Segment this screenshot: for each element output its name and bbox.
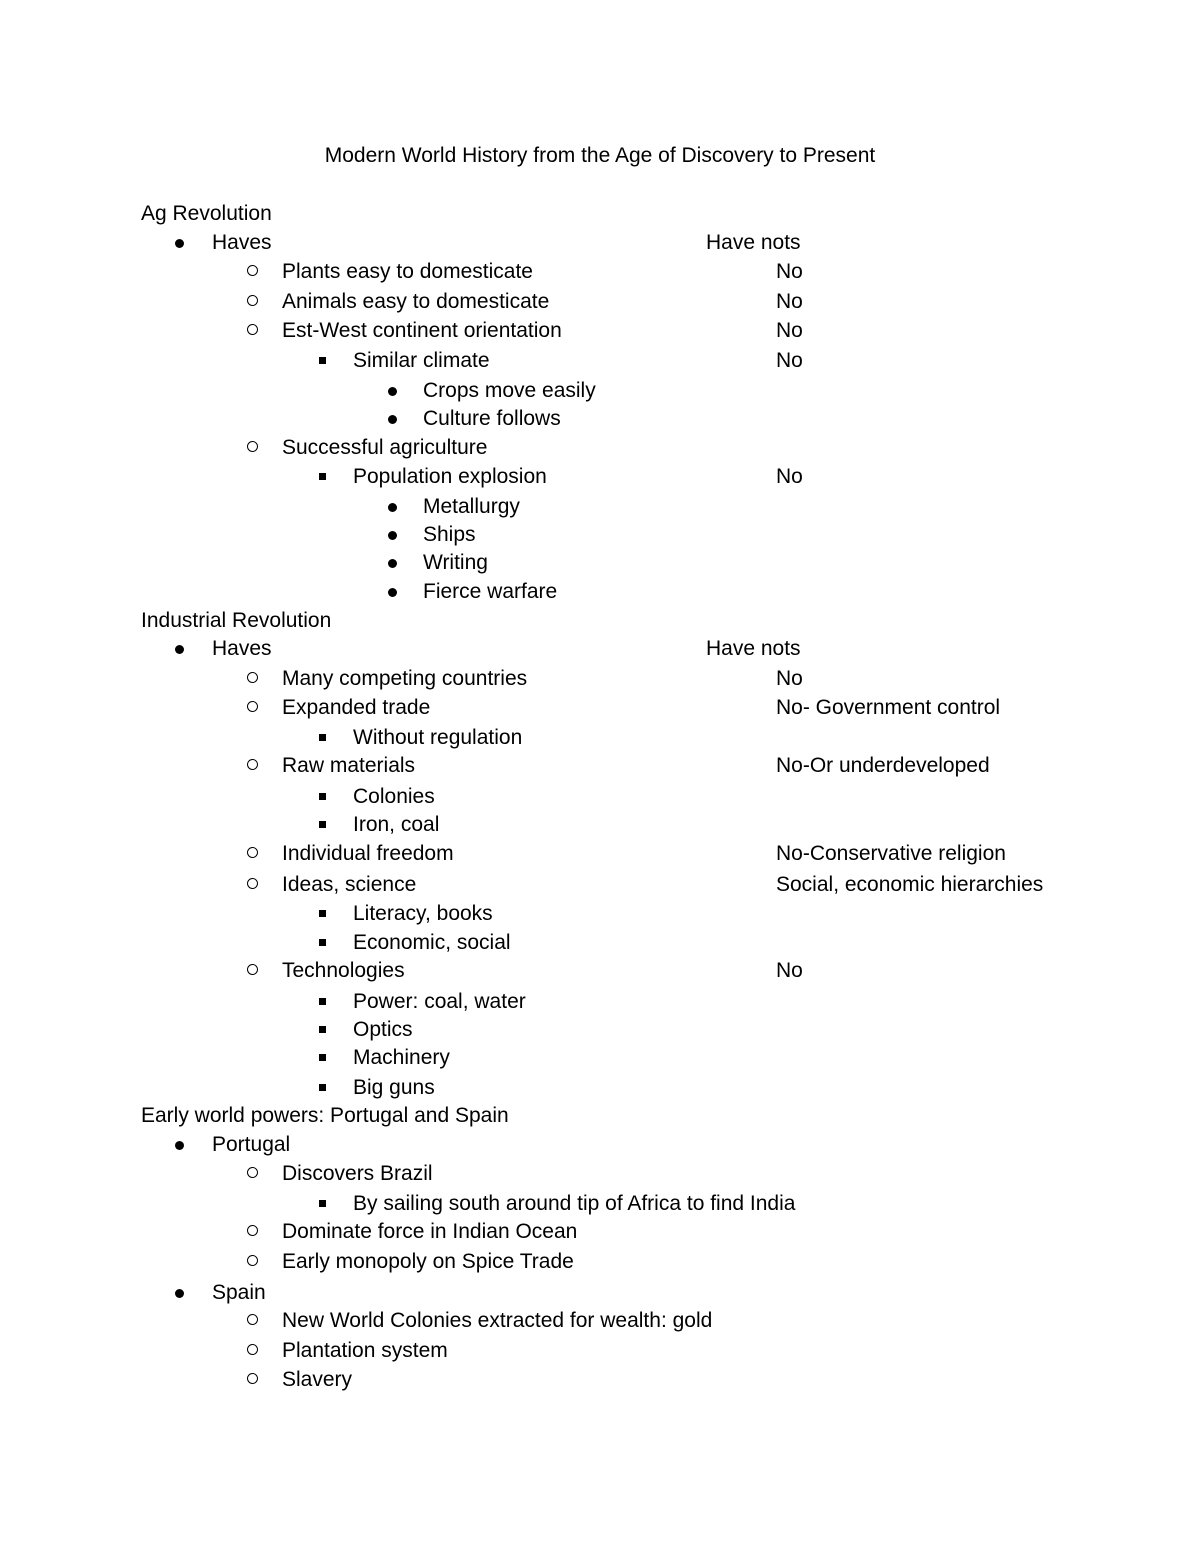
country-item [0,1278,1200,1308]
bullet-square-icon [319,821,326,828]
list-item [0,664,1200,694]
have-not-value: Social, economic hierarchies [776,873,1044,896]
item-text: Economic, social [353,931,511,954]
have-not-value: No [776,959,803,982]
bullet-circle-icon [247,1344,258,1355]
item-text: Ag Revolution [141,202,272,225]
item-text: Est-West continent orientation [282,319,562,342]
bullet-square-icon [319,939,326,946]
list-item [0,376,1200,406]
list-item [0,462,1200,492]
list-item [0,1336,1200,1366]
bullet-dot-icon [388,387,397,396]
bullet-circle-icon [247,1255,258,1266]
item-text: Machinery [353,1046,450,1069]
have-not-value: No-Conservative religion [776,842,1006,865]
item-text: New World Colonies extracted for wealth: gold [282,1309,713,1332]
item-text: Population explosion [353,465,547,488]
list-item [0,751,1200,781]
list-item [0,928,1200,958]
have-not-value: No [776,319,803,342]
bullet-circle-icon [247,295,258,306]
item-text: Haves [212,637,272,660]
item-text: Fierce warfare [423,580,558,603]
bullet-dot-icon [175,239,184,248]
list-item [0,1365,1200,1395]
bullet-square-icon [319,357,326,364]
bullet-square-icon [319,473,326,480]
bullet-circle-icon [247,265,258,276]
section-heading [0,1101,1200,1131]
list-item [0,899,1200,929]
item-text: Successful agriculture [282,436,488,459]
have-not-value: No [776,667,803,690]
have-not-value: No [776,290,803,313]
item-text: Animals easy to domesticate [282,290,550,313]
list-item [0,548,1200,578]
have-not-value: No [776,349,803,372]
list-item [0,987,1200,1017]
list-item [0,723,1200,753]
section-heading [0,606,1200,636]
bullet-circle-icon [247,1167,258,1178]
item-text: By sailing south around tip of Africa to find India [353,1192,796,1215]
list-item [0,782,1200,812]
item-text: Similar climate [353,349,490,372]
bullet-circle-icon [247,324,258,335]
have-not-value: No [776,465,803,488]
item-text: Iron, coal [353,813,440,836]
bullet-dot-icon [175,1141,184,1150]
bullet-circle-icon [247,701,258,712]
haves-row [0,228,1200,258]
item-text: Plants easy to domesticate [282,260,533,283]
have-not-value: No-Or underdeveloped [776,754,990,777]
item-text: Technologies [282,959,405,982]
list-item [0,839,1200,869]
item-text: Many competing countries [282,667,528,690]
item-text: Plantation system [282,1339,448,1362]
item-text: Spain [212,1281,266,1304]
list-item [0,1159,1200,1189]
bullet-square-icon [319,1026,326,1033]
list-item [0,1247,1200,1277]
bullet-circle-icon [247,1225,258,1236]
list-item [0,1073,1200,1103]
list-item [0,492,1200,522]
list-item [0,1306,1200,1336]
item-text: Raw materials [282,754,416,777]
bullet-dot-icon [388,588,397,597]
item-text: Culture follows [423,407,561,430]
item-text: Portugal [212,1133,291,1156]
bullet-circle-icon [247,672,258,683]
bullet-dot-icon [175,1289,184,1298]
bullet-circle-icon [247,847,258,858]
list-item [0,404,1200,434]
list-item [0,577,1200,607]
list-item [0,257,1200,287]
bullet-dot-icon [388,559,397,568]
item-text: Industrial Revolution [141,609,332,632]
list-item [0,1217,1200,1247]
item-text: Power: coal, water [353,990,526,1013]
bullet-circle-icon [247,1314,258,1325]
list-item [0,693,1200,723]
have-not-value: No [776,260,803,283]
item-text: Individual freedom [282,842,454,865]
item-text: Dominate force in Indian Ocean [282,1220,578,1243]
item-text: Metallurgy [423,495,520,518]
haves-row [0,634,1200,664]
bullet-square-icon [319,998,326,1005]
list-item [0,870,1200,900]
section-heading [0,199,1200,229]
bullet-square-icon [319,910,326,917]
bullet-dot-icon [175,645,184,654]
item-text: Discovers Brazil [282,1162,433,1185]
item-text: Ships [423,523,476,546]
bullet-square-icon [319,1200,326,1207]
item-text: Writing [423,551,488,574]
item-text: Without regulation [353,726,523,749]
item-text: Ideas, science [282,873,417,896]
item-text: Slavery [282,1368,353,1391]
bullet-square-icon [319,734,326,741]
bullet-dot-icon [388,415,397,424]
item-text: Haves [212,231,272,254]
list-item [0,520,1200,550]
list-item [0,287,1200,317]
list-item [0,1189,1200,1219]
bullet-dot-icon [388,503,397,512]
item-text: Optics [353,1018,413,1041]
list-item [0,1043,1200,1073]
list-item [0,1015,1200,1045]
bullet-square-icon [319,1084,326,1091]
bullet-square-icon [319,1054,326,1061]
item-text: Big guns [353,1076,435,1099]
country-item [0,1130,1200,1160]
item-text: Early world powers: Portugal and Spain [141,1104,509,1127]
list-item [0,956,1200,986]
item-text: Crops move easily [423,379,596,402]
list-item [0,346,1200,376]
item-text: Expanded trade [282,696,431,719]
bullet-circle-icon [247,878,258,889]
list-item [0,433,1200,463]
list-item [0,316,1200,346]
list-item [0,810,1200,840]
have-nots-header: Have nots [706,637,801,660]
have-not-value: No- Government control [776,696,1001,719]
bullet-dot-icon [388,531,397,540]
have-nots-header: Have nots [706,231,801,254]
item-text: Early monopoly on Spice Trade [282,1250,574,1273]
bullet-circle-icon [247,759,258,770]
item-text: Colonies [353,785,435,808]
bullet-circle-icon [247,964,258,975]
page-title: Modern World History from the Age of Discovery to Present [324,144,876,167]
bullet-circle-icon [247,441,258,452]
bullet-circle-icon [247,1373,258,1384]
item-text: Literacy, books [353,902,493,925]
bullet-square-icon [319,793,326,800]
